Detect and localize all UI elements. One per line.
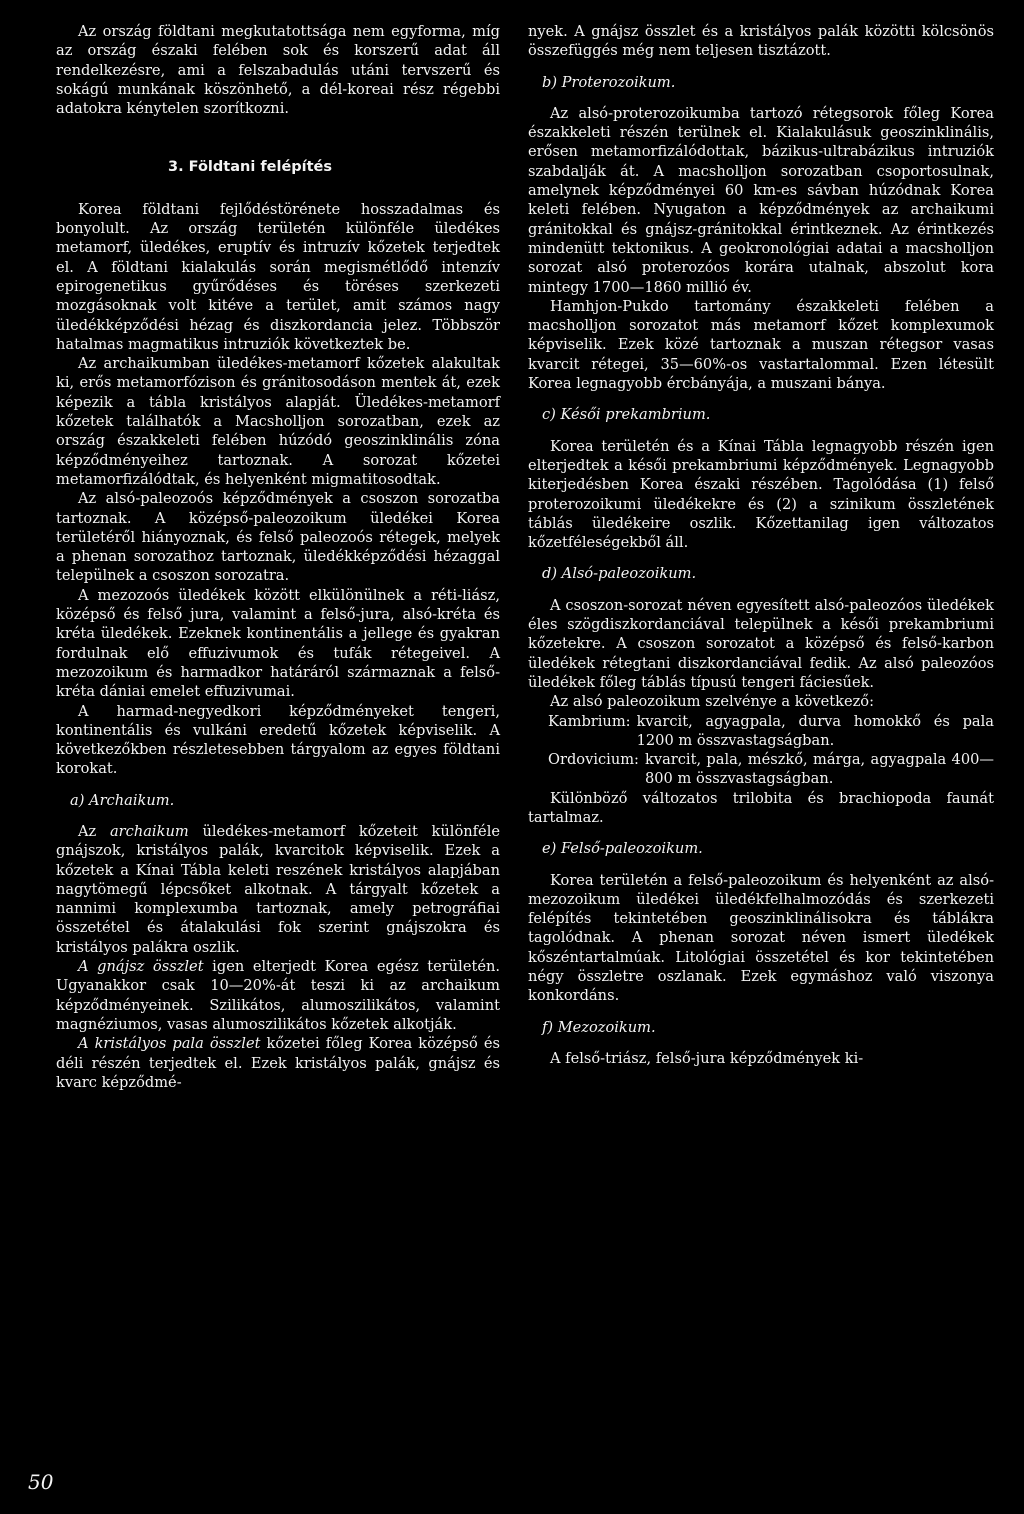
subsection-heading-mezozoikum: f) Mezozoikum. (542, 1018, 656, 1036)
subsection-heading-kesoi-prekambrium: c) Késői prekambrium. (542, 406, 711, 424)
text-run: üledékes-metamorf kőzeteit különféle gnájszok, kristályos palák, kvarcitok képviselik. Ezek a kőzetek a Kínai Tábla keleti reszének kristályos alapjában nagytömegű lépcsőket alkotnak. A tárgyalt kőzetek a nannimi komplexumba tartoznak, amely petrográfiai összetétel és átalakulási fok szerint gnájszokra és kristályos palákra oszlik. (56, 822, 500, 956)
list-definition: kvarcit, agyagpala, durva homokkő és pala 1200 m összvastagságban. (636, 712, 994, 749)
right-column (528, 22, 994, 1068)
paragraph: A felső-triász, felső-jura képződmények ki- (550, 1049, 864, 1067)
paragraph: Az alsó-proterozoikumba tartozó rétegsorok főleg Korea északkeleti részén terülnek el. Kialakulásuk geoszinklinális, erősen metamorfizálódottak, bázikus-ultrabázikus intruziók szabdalják át. A macsholljon sorozatban csoportosulnak, amelynek képződményei 60 km-es sávban húzódnak Korea keleti felében. Nyugaton a képződmények az archaikumi gránitokkal és gnájsz-gránitokkal érintkeznek. Az érintkezés mindenütt tektonikus. A geokronológiai adatai a macsholljon sorozat alsó proterozóos korára utalnak, abszolut kora mintegy 1700—1860 millió év. (528, 104, 994, 296)
list-item (548, 712, 994, 751)
paragraph: Az alsó paleozoikum szelvénye a következő: (550, 693, 875, 711)
emphasis-term: archaikum (109, 822, 189, 840)
paragraph: A mezozoós üledékek között elkülönülnek a réti-liász, középső és felső jura, valamint a felső-jura, alsó-kréta és kréta üledékek. Ezeknek kontinentális a jellege és gyakran fordulnak elő effuzivumok és tufák rétegeivel. A mezozoikum és harmadkor határáról származnak a felső-kréta dániai emelet effuzivumai. (56, 586, 500, 701)
subsection-heading-archaikum: a) Archaikum. (70, 791, 175, 809)
paragraph (56, 1034, 500, 1092)
paragraph: A csoszon-sorozat néven egyesített alsó-paleozóos üledékek éles szögdiszkordanciával települnek a késői prekambriumi kőzetekre. A csoszon sorozatot a középső és felső-karbon üledékek rétegtani diszkordanciával fedik. Az alsó paleozóos üledékek főleg táblás típusú tengeri fáciesűek. (528, 596, 994, 691)
emphasis-term: A kristályos pala összlet (78, 1035, 261, 1053)
paragraph: Korea területén a felső-paleozoikum és helyenként az alsó-mezozoikum üledékei üledékfelhalmozódás és szerkezeti felépítés tekintetében geoszinklinálisokra és táblákra tagolódnak. A phenan sorozat néven ismert üledékek kőszéntartalmúak. Litológiai összetétel és kor tekintetében négy összletre oszlanak. Ezek egymáshoz való viszonya konkordáns. (528, 871, 994, 1005)
section-list (528, 712, 994, 789)
list-term: Ordovicium: (548, 751, 639, 769)
paragraph: Az ország földtani megkutatottsága nem egyforma, míg az ország északi felében sok és korszerű adat áll rendelkezésre, ami a felszabadulás utáni tervszerű és sokágú munkának köszönhető, a dél-koreai rész régebbi adatokra kénytelen szorítkozni. (56, 23, 500, 118)
paragraph: Az alsó-paleozoós képződmények a csoszon sorozatba tartoznak. A középső-paleozoikum üledékei Korea területéről hiányoznak, és felső paleozoós rétegek, melyek a phenan sorozathoz tartoznak, üledékképződési hézaggal települnek a csoszon sorozatra. (56, 490, 500, 585)
text-run: Az (78, 822, 110, 840)
list-item (548, 750, 994, 789)
emphasis-term: A gnájsz összlet (78, 958, 204, 976)
section-heading: 3. Földtani felépítés (168, 159, 333, 176)
paragraph: A harmad-negyedkori képződményeket tengeri, kontinentális és vulkáni eredetű kőzetek képviselik. A következőkben részletesebben tárgyalom az egyes földtani korokat. (56, 702, 500, 778)
paragraph: Különböző változatos trilobita és brachiopoda faunát tartalmaz. (528, 789, 994, 826)
paragraph: Hamhjon-Pukdo tartomány északkeleti felében a macsholljon sorozatot más metamorf kőzet komplexumok képviselik. Ezek közé tartoznak a muszan rétegsor vasas kvarcit rétegei, 35—60%-os vastartalommal. Ezen létesült Korea legnagyobb ércbányája, a muszani bánya. (528, 297, 994, 393)
text-run: igen elterjedt Korea egész területén. Ugyanakkor csak 10—20%-át teszi ki az archaikum képződményeinek. Szilikátos, alumoszilikátos, valamint magnéziumos, vasas alumoszilikátos kőzetek alkotják. (56, 958, 500, 1033)
paragraph (56, 957, 500, 1034)
paragraph (56, 822, 500, 957)
left-column (56, 22, 500, 1092)
paragraph: Korea földtani fejlődéstörénete hosszadalmas és bonyolult. Az ország területén különféle üledékes metamorf, üledékes, eruptív és intruzív kőzetek terjedtek el. A földtani kialakulás során megismétlődő intenzív epirogenetikus gyűrődéses és töréses szerkezeti mozgásoknak volt kitéve a terület, amit számos nagy üledékképződési hézag és diszkordancia jelez. Többször hatalmas magmatikus intruziók következtek be. (56, 200, 500, 353)
paragraph: nyek. A gnájsz összlet és a kristályos palák közötti kölcsönös összefüggés még nem teljesen tisztázott. (528, 23, 994, 60)
list-definition: kvarcit, pala, mészkő, márga, agyagpala 400—800 m összvastagságban. (644, 751, 994, 788)
page-number: 50 (28, 1470, 54, 1494)
list-term: Kambrium: (548, 712, 631, 730)
subsection-heading-felso-paleozoikum: e) Felső-paleozoikum. (542, 840, 703, 858)
paragraph: Korea területén és a Kínai Tábla legnagyobb részén igen elterjedtek a késői prekambriumi képződmények. Legnagyobb kiterjedésben Korea északi részében. Tagolódása (1) felső proterozoikumi üledékekre és (2) a szinikum összletének táblás üledékeire oszlik. Kőzettanilag igen változatos kőzetféleségekből áll. (528, 437, 994, 552)
paragraph: Az archaikumban üledékes-metamorf kőzetek alakultak ki, erős metamorfózison és gránitosodáson mentek át, ezek képezik a tábla kristályos alapját. Üledékes-metamorf kőzetek találhatók a Macsholljon sorozatban, ezek az ország északkeleti felében húzódó geoszinklinális zóna képződményeihez tartoznak. A sorozat kőzetei metamorfizálódtak, és helyenként migmatitosodtak. (56, 355, 500, 488)
subsection-heading-proterozoikum: b) Proterozoikum. (542, 73, 676, 91)
text-run: kőzetei főleg Korea középső és déli részén terjedtek el. Ezek kristályos palák, gnájsz és kvarc képződmé- (56, 1035, 500, 1091)
subsection-heading-also-paleozoikum: d) Alsó-paleozoikum. (542, 565, 697, 583)
